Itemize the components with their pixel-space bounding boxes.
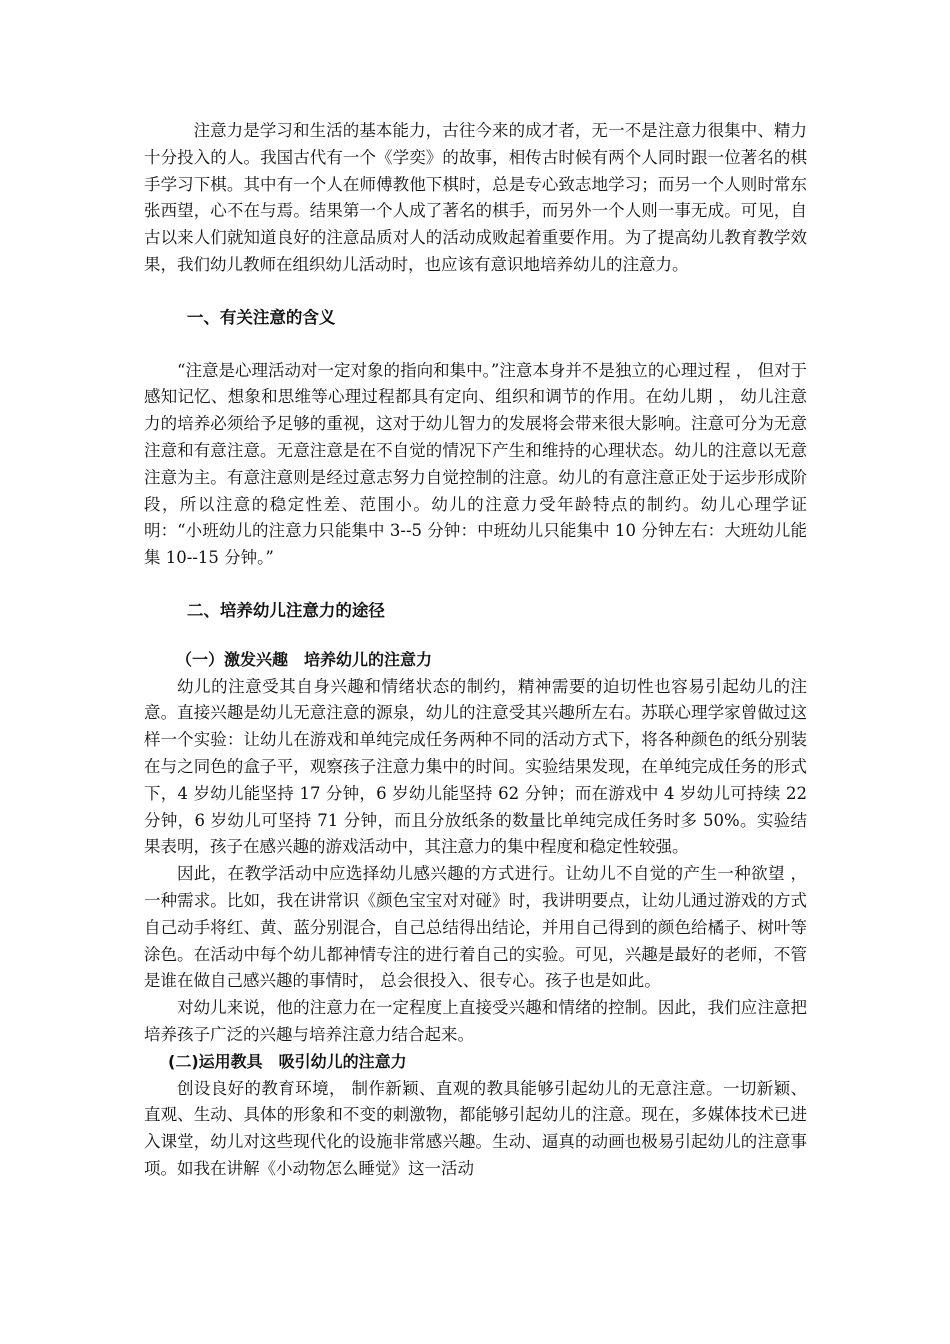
subsection1-paragraph-3: 对幼儿来说，他的注意力在一定程度上直接受兴趣和情绪的控制。因此，我们应注意把培养孩子广泛的兴趣与培养注意力结合起来。 — [144, 998, 807, 1044]
section1-paragraph: “注意是心理活动对一定对象的指向和集中。”注意本身并不是独立的心理过程 ， 但对于感知记忆、想象和思维等心理过程都具有定向、组织和调节的作用。在幼儿期 ， 幼儿注意力的培养必须给予足够的重视，这对于幼儿智力的发展将会带来很大影响。注意可分为无意注意和有意注意。无意注意是在不自觉的情况下产生和维持的心理状态。幼儿的注意以无意注意为主。有意注意则是经过意志努力自觉控制的注意。幼儿的有意注意正处于运步形成阶段，所以注意的稳定性差、范围小。幼儿的注意力受年龄特点的制约。幼儿心理学证明：“小班幼儿的注意力只能集中 3--5 分钟：中班幼儿只能集中 10 分钟左右：大班幼儿能集 10--15 分钟。” — [144, 360, 807, 568]
document-page — [144, 118, 807, 1183]
section2-heading: 二、培养幼儿注意力的途径 — [186, 600, 385, 620]
section1-heading: 一、有关注意的含义 — [186, 307, 336, 327]
subsection1-paragraph-2: 因此，在教学活动中应选择幼儿感兴趣的方式进行。让幼儿不自觉的产生一种欲望 ，一种需求。比如，我在讲常识《颜色宝宝对对碰》时，我讲明要点，让幼儿通过游戏的方式自己动手将红、黄、蓝分别混合，自己总结得出结论，并用自己得到的颜色给橘子、树叶等涂色。在活动中每个幼儿都神情专注的进行着自己的实验。可见，兴趣是最好的老师，不管是谁在做自己感兴趣的事情时， 总会很投入、很专心。孩子也是如此。 — [144, 864, 807, 991]
subsection1-paragraph-1: 幼儿的注意受其自身兴趣和情绪状态的制约，精神需要的迫切性也容易引起幼儿的注意。直接兴趣是幼儿无意注意的源泉，幼儿的注意受其兴趣所左右。苏联心理学家曾做过这样一个实验：让幼儿在游戏和单纯完成任务两种不同的活动方式下，将各种颜色的纸分别装在与之同色的盒子平，观察孩子注意力集中的时间。实验结果发现，在单纯完成任务的形式下，4 岁幼儿能坚持 17 分钟，6 岁幼儿能坚持 62 分钟；而在游戏中 4 岁幼儿可持续 22 分钟，6 岁幼儿可坚持 71 分钟，而且分放纸条的数量比单纯完成任务时多 50%。实验结果表明，孩子在感兴趣的游戏活动中，其注意力的集中程度和稳定性较强。 — [144, 676, 807, 857]
spacer — [144, 332, 807, 358]
subsection2-heading: (二)运用教具 吸引幼儿的注意力 — [168, 1051, 407, 1071]
spacer — [144, 625, 807, 647]
subsection2-paragraph-1: 创设良好的教育环境， 制作新颖、直观的教具能够引起幼儿的无意注意。一切新颖、直观、生动、具体的形象和不变的刺激物，都能够引起幼儿的注意。现在，多媒体技术已进入课堂，幼儿对这些现代化的设施非常感兴趣。生动、逼真的动画也极易引起幼儿的注意事项。如我在讲解《小动物怎么睡觉》这一活动 — [144, 1078, 807, 1178]
subsection1-heading: （一）激发兴趣 培养幼儿的注意力 — [176, 649, 433, 669]
intro-paragraph: 注意力是学习和生活的基本能力，古往今来的成才者，无一不是注意力很集中、精力十分投入的人。我国古代有一个《学奕》的故事，相传古时候有两个人同时跟一位著名的棋手学习下棋。其中有一个人在师傅教他下棋时，总是专心致志地学习；而另一个人则时常东张西望，心不在与焉。结果第一个人成了著名的棋手，而另外一个人则一事无成。可见，自古以来人们就知道良好的注意品质对人的活动成败起着重要作用。为了提高幼儿教育教学效果，我们幼儿教师在组织幼儿活动时，也应该有意识地培养幼儿的注意力。 — [144, 121, 807, 274]
spacer — [144, 572, 807, 598]
spacer — [144, 279, 807, 305]
